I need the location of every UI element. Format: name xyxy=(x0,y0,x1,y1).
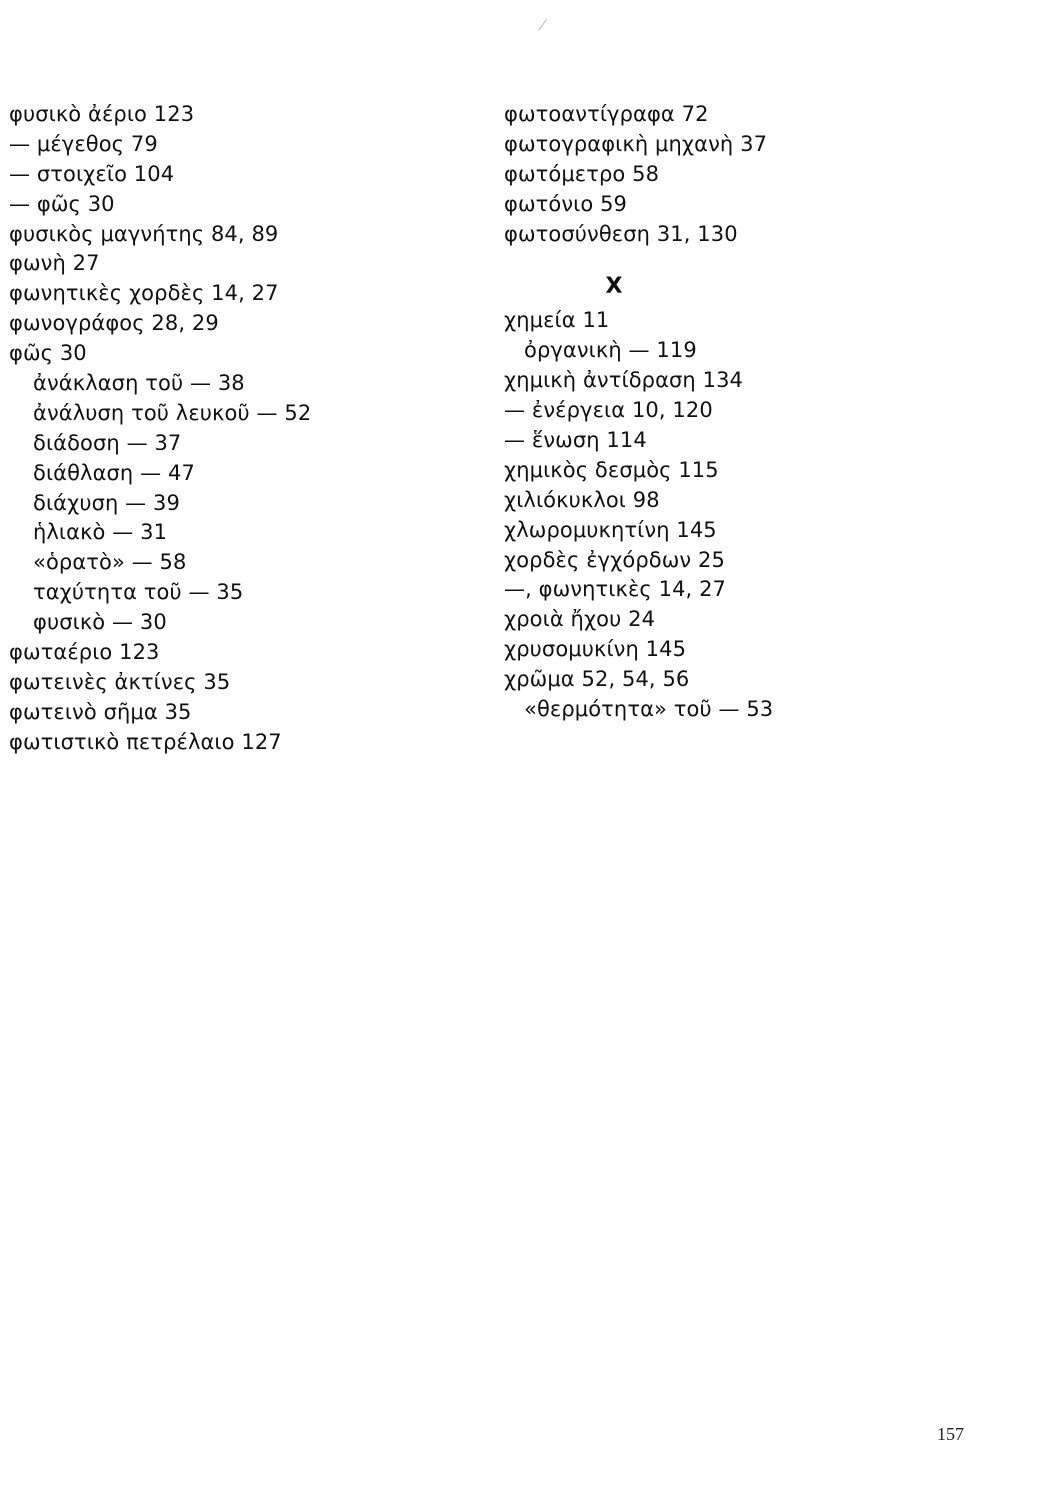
index-entry: φωτοαντίγραφα 72 xyxy=(504,102,709,126)
index-entry: — φῶς 30 xyxy=(9,191,115,216)
index-entry: φωτογραφικὴ μηχανὴ 37 xyxy=(504,131,768,156)
index-entry: χλωρομυκητίνη 145 xyxy=(504,517,717,542)
index-entry: φωταέριο 123 xyxy=(9,640,160,665)
index-entry: χιλιόκυκλοι 98 xyxy=(504,487,660,512)
index-entry: — ἐνέργεια 10, 120 xyxy=(504,398,713,423)
index-entry: φωτεινὲς ἀκτίνες 35 xyxy=(9,669,231,694)
index-entry: χημικὸς δεσμὸς 115 xyxy=(504,457,719,482)
index-entry: —, φωνητικὲς 14, 27 xyxy=(504,577,726,602)
index-entry: φωτόμετρο 58 xyxy=(504,161,660,186)
index-subentry: ταχύτητα τοῦ — 35 xyxy=(33,580,244,605)
index-entry: φωνογράφος 28, 29 xyxy=(9,311,219,336)
index-entry: φωνητικὲς χορδὲς 14, 27 xyxy=(9,281,279,306)
index-entry: — στοιχεῖο 104 xyxy=(9,161,175,186)
index-subentry: διάδοση — 37 xyxy=(33,430,182,455)
index-entry: φυσικὸ ἀέριο 123 xyxy=(9,102,195,126)
index-entry: φωτιστικὸ πετρέλαιο 127 xyxy=(9,729,282,754)
index-entry: χημικὴ ἀντίδραση 134 xyxy=(504,368,743,393)
scan-mark xyxy=(539,19,547,30)
index-subentry: «θερμότητα» τοῦ — 53 xyxy=(524,697,774,722)
index-subentry: φυσικὸ — 30 xyxy=(33,610,167,635)
index-entry: φωτόνιο 59 xyxy=(504,191,628,216)
index-entry: φωτοσύνθεση 31, 130 xyxy=(504,221,738,246)
index-subentry: ὀργανικὴ — 119 xyxy=(524,338,697,363)
index-column-left xyxy=(9,100,479,758)
index-entry: χροιὰ ἤχου 24 xyxy=(504,607,656,632)
index-entry: φυσικὸς μαγνήτης 84, 89 xyxy=(9,221,279,246)
index-subentry: διάθλαση — 47 xyxy=(33,460,195,485)
index-entry: — μέγεθος 79 xyxy=(9,131,158,156)
index-subentry: ἀνάλυση τοῦ λευκοῦ — 52 xyxy=(33,400,312,425)
index-entry: χρυσομυκίνη 145 xyxy=(504,637,687,662)
index-subentry: ἀνάκλαση τοῦ — 38 xyxy=(33,371,245,396)
index-entry: φωτεινὸ σῆμα 35 xyxy=(9,699,192,724)
index-subentry: διάχυση — 39 xyxy=(33,490,180,515)
index-subentry: ἡλιακὸ — 31 xyxy=(33,520,168,545)
index-entry: — ἕνωση 114 xyxy=(504,428,647,453)
index-entry: χρῶμα 52, 54, 56 xyxy=(504,667,690,692)
index-entry: φωνὴ 27 xyxy=(9,251,100,276)
index-entry: φῶς 30 xyxy=(9,341,87,366)
index-entry: χορδὲς ἐγχόρδων 25 xyxy=(504,547,725,572)
index-entry: χημεία 11 xyxy=(504,308,610,333)
index-group-chi xyxy=(504,306,1024,724)
section-letter-chi: Χ xyxy=(605,274,623,300)
page-number: 157 xyxy=(937,1424,964,1444)
index-column-right xyxy=(504,100,1024,725)
index-group-phi xyxy=(504,100,1024,249)
index-subentry: «ὁρατὸ» — 58 xyxy=(33,550,187,575)
